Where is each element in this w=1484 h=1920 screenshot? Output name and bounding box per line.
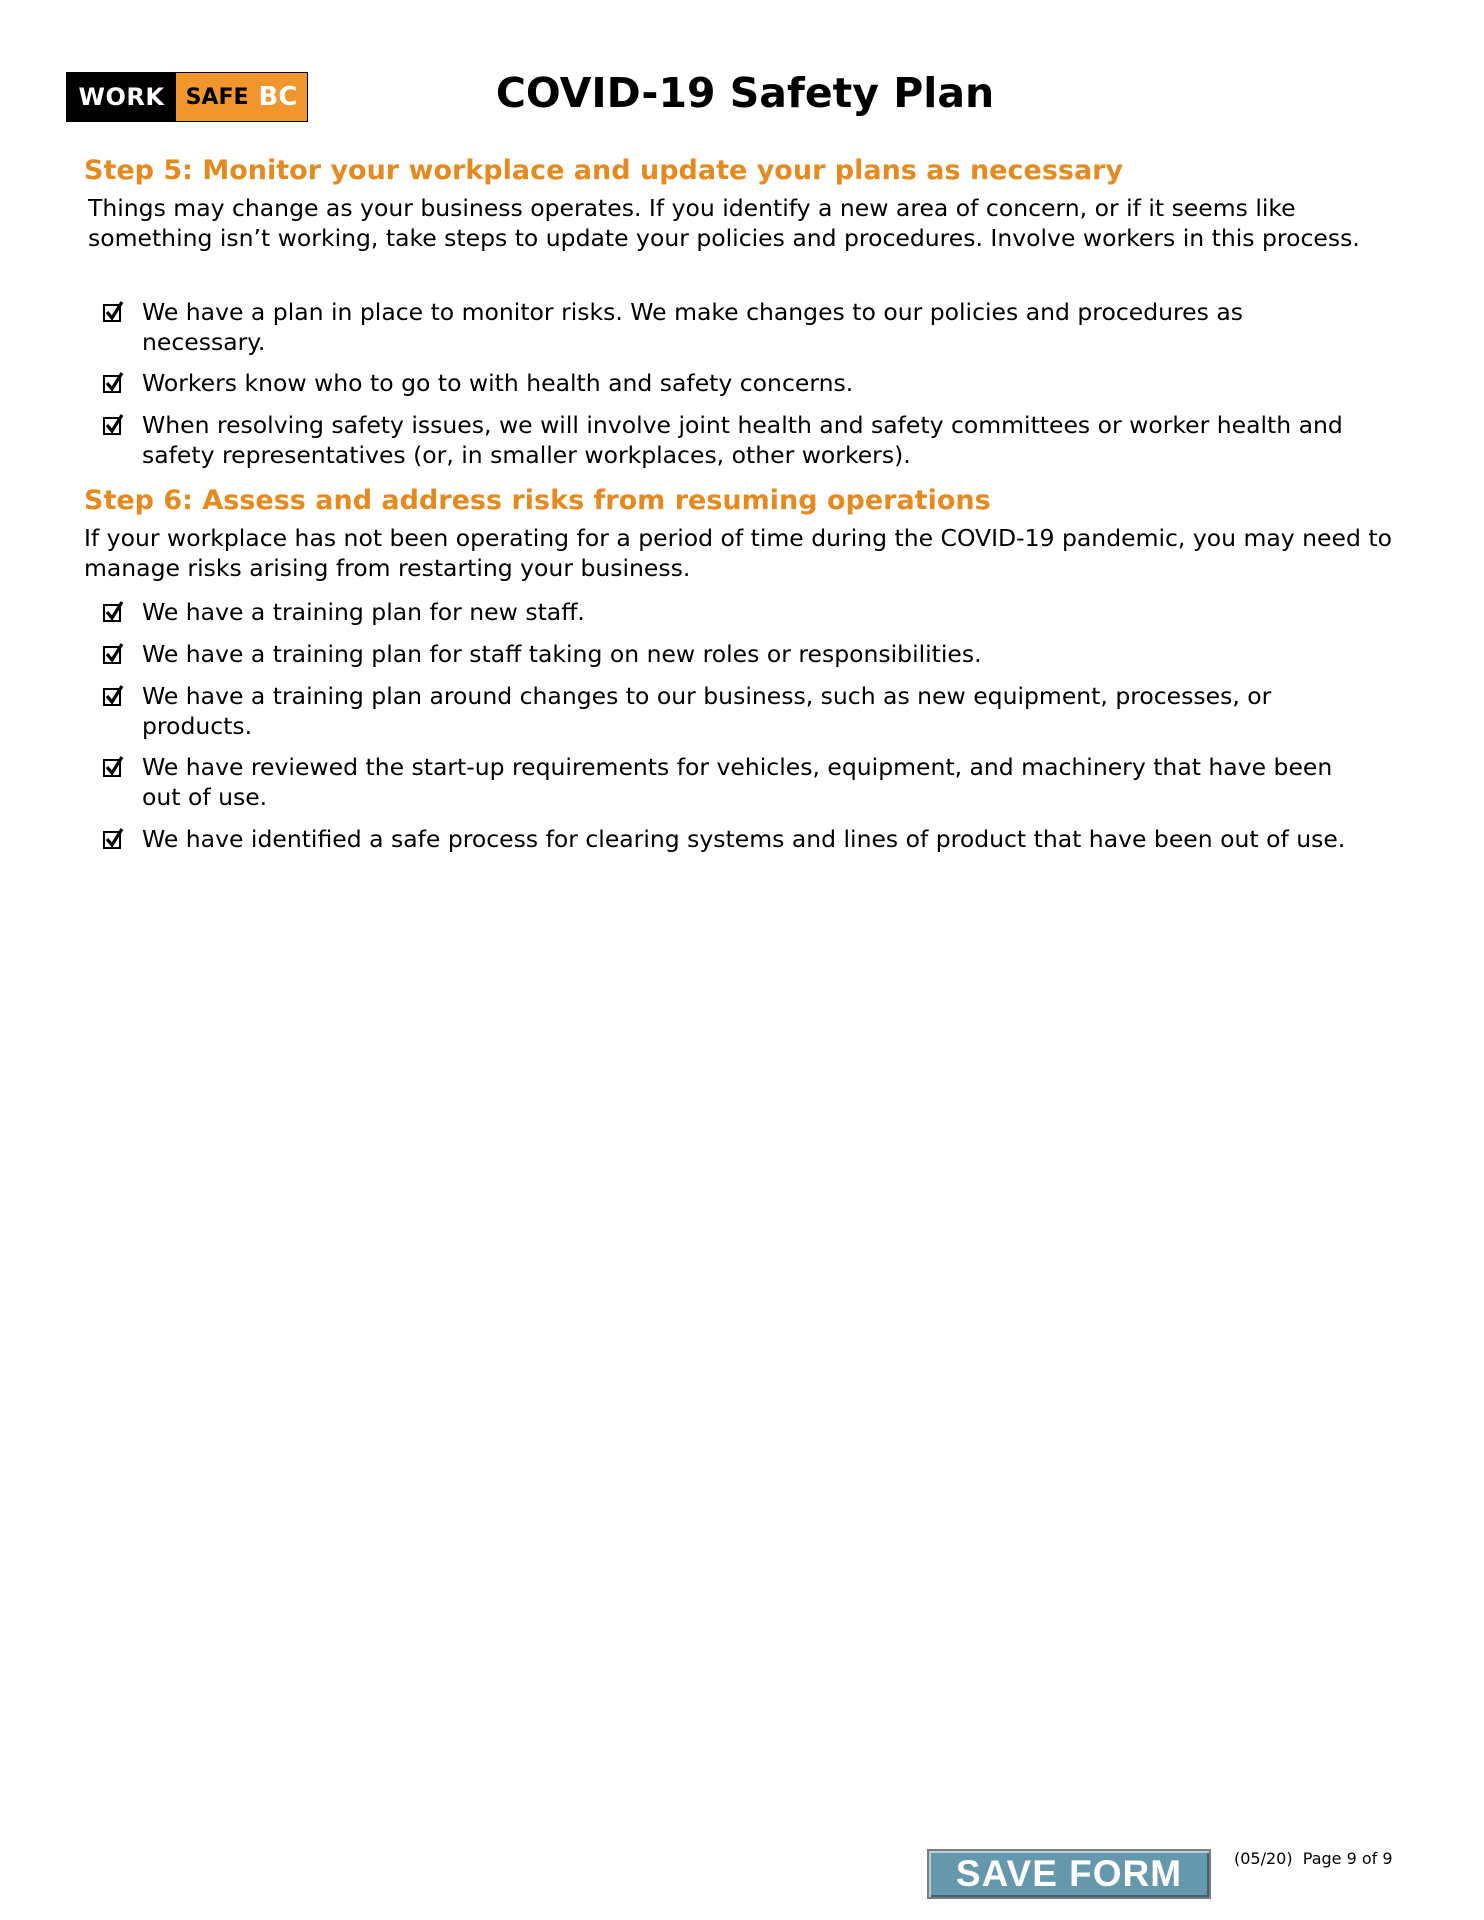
step5-intro: Things may change as your business operates. If you identify a new area of concern, or if it seems like something isn’t working, take steps to update your policies and procedures. Involve workers in this process. — [88, 194, 1360, 252]
checklist-item-text: We have reviewed the start-up requirements for vehicles, equipment, and machinery that have been out of use. — [142, 753, 1333, 811]
worksafebc-logo — [66, 72, 308, 122]
logo-work-text: WORK — [67, 73, 176, 121]
save-form-button[interactable]: SAVE FORM — [927, 1849, 1211, 1899]
checkbox[interactable] — [103, 646, 121, 664]
step6-heading: Step 6: Assess and address risks from resuming operations — [84, 485, 991, 516]
checklist-item-text: We have a plan in place to monitor risks. We make changes to our policies and procedures as necessary. — [142, 298, 1243, 356]
step5-heading: Step 5: Monitor your workplace and update your plans as necessary — [84, 155, 1124, 186]
step6-intro: If your workplace has not been operating for a period of time during the COVID-19 pandemic, you may need to manage risks arising from restarting your business. — [84, 524, 1392, 582]
step6-checklist-item-3 — [103, 682, 1403, 741]
checklist-item-text: We have a training plan for new staff. — [142, 598, 585, 626]
step6-checklist-item-4 — [103, 753, 1403, 812]
step5-checklist-item-1 — [103, 298, 1403, 357]
step6-checklist-item-2 — [103, 640, 1403, 670]
page-title: COVID-19 Safety Plan — [495, 69, 995, 117]
step6-checklist-item-1 — [103, 598, 1403, 628]
checkbox[interactable] — [103, 304, 121, 322]
logo-safe-text: SAFE — [185, 84, 249, 110]
checklist-item-text: We have a training plan for staff taking on new roles or responsibilities. — [142, 640, 982, 668]
checkbox[interactable] — [103, 417, 121, 435]
checklist-item-text: We have identified a safe process for clearing systems and lines of product that have been out of use. — [142, 825, 1346, 853]
checkbox[interactable] — [103, 759, 121, 777]
form-version-code: (05/20) — [1234, 1849, 1293, 1868]
step6-checklist-item-5 — [103, 825, 1403, 855]
checkbox[interactable] — [103, 831, 121, 849]
step5-checklist-item-3 — [103, 411, 1403, 470]
checkbox[interactable] — [103, 688, 121, 706]
logo-safe-bc — [176, 73, 307, 121]
checkbox[interactable] — [103, 604, 121, 622]
checklist-item-text: When resolving safety issues, we will involve joint health and safety committees or worker health and safety representatives (or, in smaller workplaces, other workers). — [142, 411, 1343, 469]
checklist-item-text: Workers know who to go to with health and safety concerns. — [142, 369, 854, 397]
checkbox[interactable] — [103, 375, 121, 393]
page-number: Page 9 of 9 — [1302, 1849, 1393, 1868]
logo-bc-text: BC — [258, 82, 298, 112]
footer-page-info — [1234, 1849, 1393, 1869]
step5-checklist-item-2 — [103, 369, 1403, 399]
checklist-item-text: We have a training plan around changes to our business, such as new equipment, processes, or products. — [142, 682, 1272, 740]
